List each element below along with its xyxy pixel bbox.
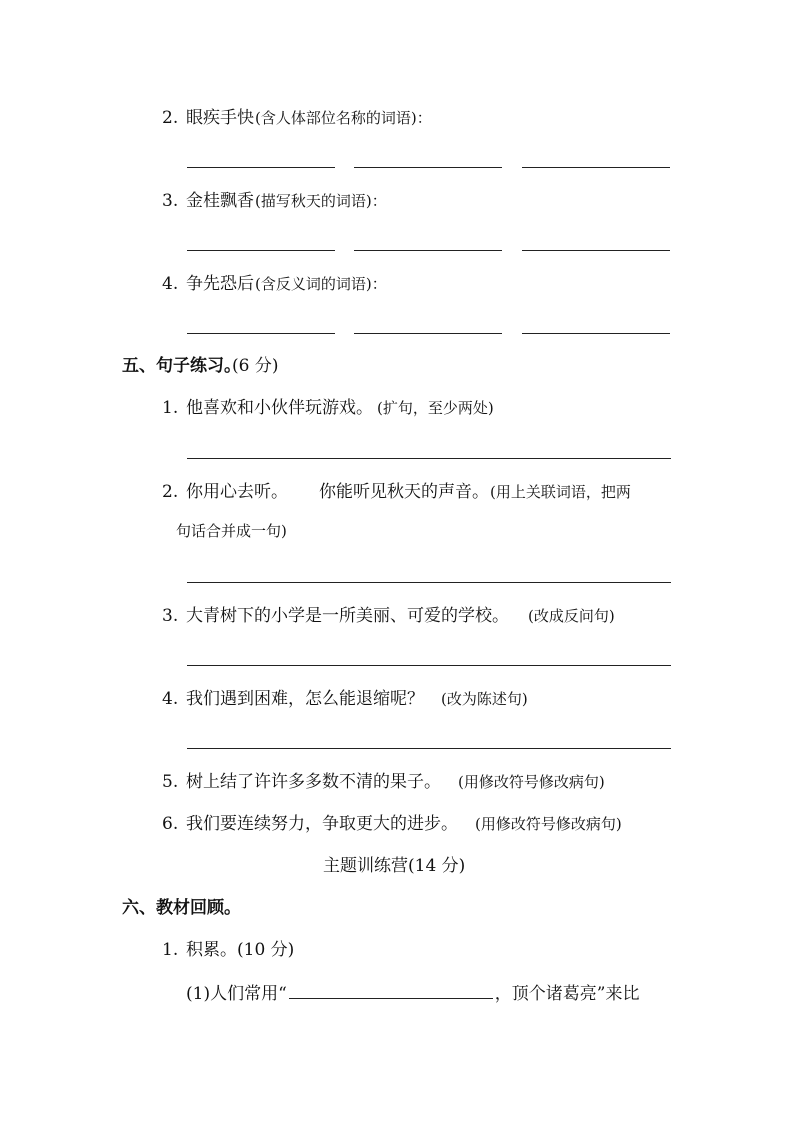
s5-item-5-num: 5. — [162, 772, 179, 792]
section-5-points: (6 分) — [232, 356, 279, 376]
answer-line[interactable] — [187, 665, 671, 666]
answer-blank[interactable] — [187, 167, 335, 168]
s5-item-4-text: 我们遇到困难，怎么能退缩呢？ — [186, 689, 424, 709]
s4-item-3-num: 3. — [162, 191, 179, 211]
answer-blank[interactable] — [522, 333, 670, 334]
s5-item-6-text: 我们要连续努力，争取更大的进步。 — [186, 814, 458, 834]
s5-item-1-text: 他喜欢和小伙伴玩游戏。 — [186, 398, 373, 418]
s4-item-4-hint: (含反义词的词语)： — [255, 275, 387, 293]
s4-item-3-hint: (描写秋天的词语)： — [255, 192, 387, 210]
answer-blank[interactable] — [522, 167, 670, 168]
section-6-title: 六、教材回顾。 — [122, 898, 241, 918]
answer-blank[interactable] — [354, 250, 502, 251]
answer-blank[interactable] — [187, 250, 335, 251]
s5-item-4-hint: (改为陈述句) — [441, 690, 528, 708]
answer-line[interactable] — [187, 458, 671, 459]
s5-item-5-hint: (用修改符号修改病句) — [458, 773, 605, 791]
s6-item-1-label: 积累。(10 分) — [186, 940, 295, 960]
s5-item-2-hint: (用上关联词语，把两 — [490, 483, 631, 501]
answer-line[interactable] — [187, 748, 671, 749]
section-5-title: 五、句子练习。 — [122, 356, 241, 376]
answer-blank[interactable] — [354, 167, 502, 168]
s6-item-1-num: 1. — [162, 940, 179, 960]
s4-item-3-word: 金桂飘香 — [186, 191, 254, 211]
s6-sub-1-prefix: (1)人们常用“ — [186, 984, 287, 1004]
s5-item-3-num: 3. — [162, 606, 179, 626]
s5-item-2-text: 你用心去听。 — [186, 482, 288, 502]
s5-item-4-num: 4. — [162, 689, 179, 709]
s6-sub-1-suffix: ，顶个诸葛亮”来比 — [494, 984, 640, 1004]
s5-item-6-hint: (用修改符号修改病句) — [475, 815, 622, 833]
s4-item-2-word: 眼疾手快 — [186, 108, 254, 128]
s5-item-2-text2: 你能听见秋天的声音。 — [319, 482, 489, 502]
s6-sub-1 — [186, 984, 639, 1003]
answer-line[interactable] — [187, 582, 671, 583]
s5-item-1-num: 1. — [162, 398, 179, 418]
s4-item-2-num: 2. — [162, 108, 179, 128]
camp-title: 主题训练营(14 分) — [323, 856, 466, 876]
fill-in-blank[interactable] — [289, 984, 493, 999]
s4-item-4-num: 4. — [162, 274, 179, 294]
s5-item-2-hint-cont: 句话合并成一句) — [176, 522, 287, 540]
answer-blank[interactable] — [354, 333, 502, 334]
s5-item-6-num: 6. — [162, 814, 179, 834]
s4-item-4-word: 争先恐后 — [186, 274, 254, 294]
s5-item-1-hint: (扩句，至少两处) — [377, 399, 494, 417]
s5-item-3-text: 大青树下的小学是一所美丽、可爱的学校。 — [186, 606, 509, 626]
answer-blank[interactable] — [522, 250, 670, 251]
s4-item-2-hint: (含人体部位名称的词语)： — [255, 109, 432, 127]
s5-item-3-hint: (改成反问句) — [528, 607, 615, 625]
s5-item-5-text: 树上结了许许多多数不清的果子。 — [186, 772, 441, 792]
s5-item-2-num: 2. — [162, 482, 179, 502]
answer-blank[interactable] — [187, 333, 335, 334]
